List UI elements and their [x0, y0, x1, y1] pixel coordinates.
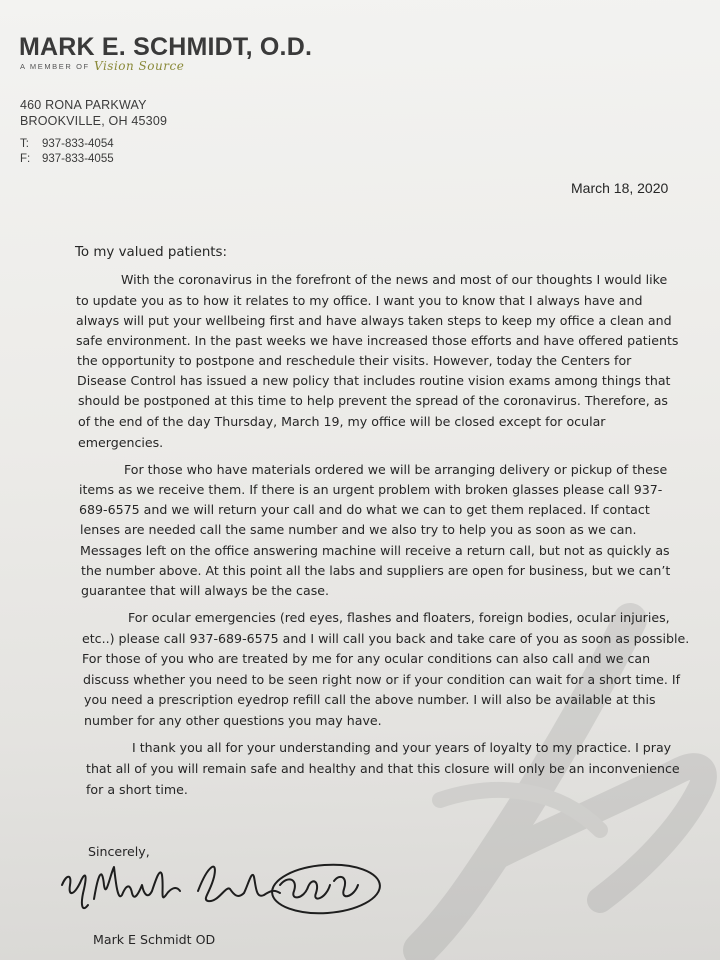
- body-line: Disease Control has issued a new policy that includes routine vision exams among things that: [77, 373, 671, 388]
- body-line: Messages left on the office answering machine will receive a return call, but not as quickly as: [80, 543, 670, 558]
- body-line: of the end of the day Thursday, March 19, my office will be closed except for ocular: [78, 414, 606, 429]
- handwritten-signature: [58, 855, 388, 920]
- body-line: number for any other questions you may have.: [84, 713, 382, 728]
- body-line: I thank you all for your understanding and your years of loyalty to my practice. I pray: [132, 740, 672, 755]
- body-line: discuss whether you need to be seen right now or if your condition can wait for a short time. If: [83, 672, 681, 687]
- body-line: lenses are needed call the same number and we also try to help you as soon as we can.: [80, 522, 637, 537]
- body-line: For ocular emergencies (red eyes, flashes and floaters, foreign bodies, ocular injuries,: [128, 610, 670, 625]
- fax-number: 937-833-4055: [42, 153, 114, 165]
- address-line-1: 460 RONA PARKWAY: [20, 98, 147, 112]
- body-line: for a short time.: [86, 782, 188, 797]
- phone-number: 937-833-4054: [42, 138, 114, 150]
- vision-source-logo: Vision Source: [94, 59, 185, 73]
- body-line: to update you as to how it relates to my office. I want you to know that I always have and: [76, 293, 643, 308]
- phone-line: [20, 138, 114, 150]
- practice-name: MARK E. SCHMIDT, O.D.: [19, 33, 313, 61]
- fax-label: F:: [20, 153, 31, 165]
- body-line: With the coronavirus in the forefront of the news and most of our thoughts I would like: [121, 272, 668, 287]
- closing: Sincerely,: [88, 844, 150, 859]
- body-line: emergencies.: [78, 435, 164, 450]
- fax-line: [20, 153, 114, 165]
- body-line: 689-6575 and we will return your call and do what we can to get them replaced. If contact: [79, 502, 650, 517]
- body-line: always will put your wellbeing first and have always taken steps to keep my office a clean and: [76, 313, 672, 328]
- body-line: should be postponed at this time to help prevent the spread of the coronavirus. Therefore, as: [78, 393, 668, 408]
- body-line: items as we receive them. If there is an urgent problem with broken glasses please call 937-: [79, 482, 663, 497]
- signature-name: Mark E Schmidt OD: [93, 932, 216, 947]
- body-line: For those of you who are treated by me for any ocular conditions can also call and we can: [82, 651, 651, 666]
- phone-label: T:: [20, 138, 29, 150]
- body-line: you need a prescription eyedrop refill call the above number. I will also be available at this: [84, 692, 656, 707]
- letter-date: March 18, 2020: [571, 180, 669, 196]
- salutation: To my valued patients:: [75, 245, 228, 260]
- body-line: safe environment. In the past weeks we have increased those efforts and have offered patients: [76, 333, 679, 348]
- body-line: the number above. At this point all the labs and suppliers are open for business, but we can’t: [81, 563, 671, 578]
- body-line: guarantee that will always be the case.: [81, 583, 330, 598]
- body-line: that all of you will remain safe and healthy and that this closure will only be an inconvenience: [86, 761, 680, 776]
- address-line-2: BROOKVILLE, OH 45309: [20, 114, 168, 128]
- body-line: the opportunity to postpone and reschedule their visits. However, today the Centers for: [77, 353, 632, 368]
- member-of-label: A MEMBER OF: [20, 62, 90, 71]
- body-line: For those who have materials ordered we will be arranging delivery or pickup of these: [124, 462, 668, 477]
- body-line: etc..) please call 937-689-6575 and I will call you back and take care of you as soon as possible.: [82, 631, 690, 646]
